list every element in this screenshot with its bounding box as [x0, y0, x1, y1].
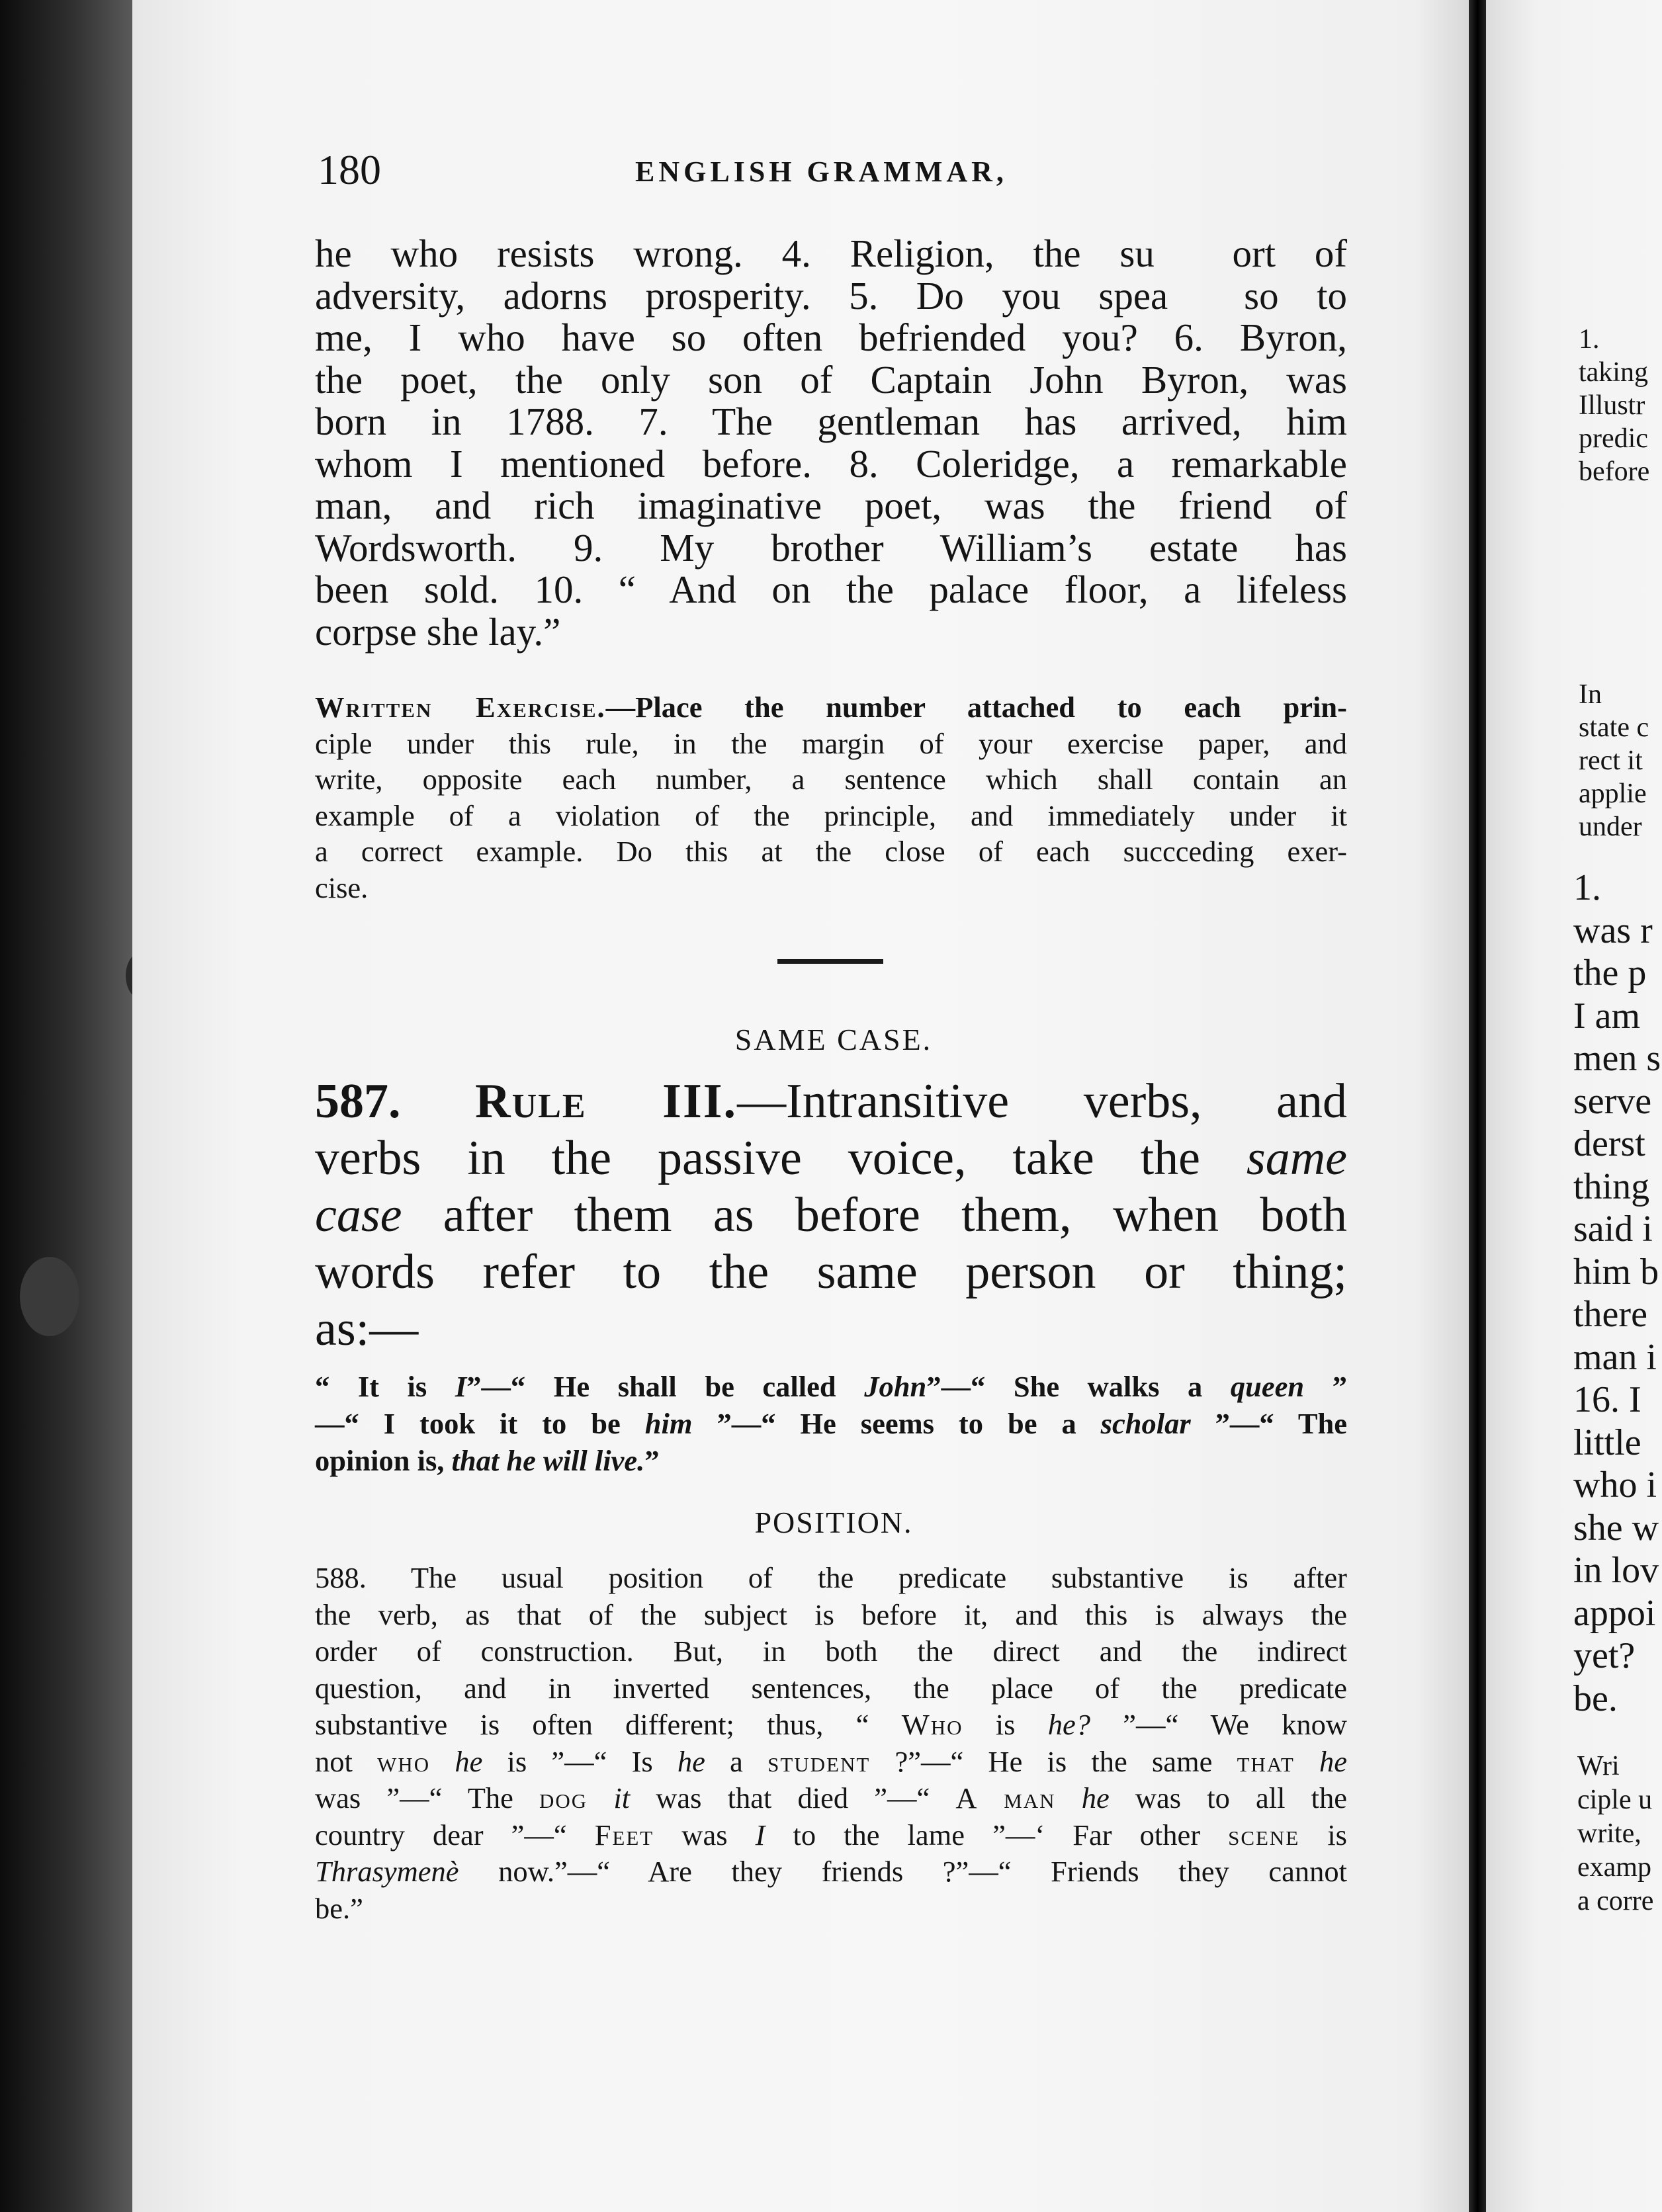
rule-label: Rule III. [475, 1074, 738, 1128]
text-run: not [315, 1744, 378, 1778]
text-run: ”—“ She walks a [926, 1370, 1231, 1403]
section-heading-same-case: SAME CASE. [734, 1023, 933, 1056]
page-gutter [1469, 0, 1486, 2212]
text-line: yet? [1573, 1635, 1636, 1676]
text-run: to the lame ”—‘ Far other [765, 1818, 1229, 1851]
right-page-block [1577, 1750, 1662, 1918]
text-line: little [1573, 1422, 1641, 1463]
section-divider [777, 959, 883, 964]
text-line: ciple under this rule, in the margin of your exercise paper, and [315, 726, 1347, 760]
text-line: under [1579, 812, 1642, 842]
text-line [315, 1853, 1347, 1891]
text-line: I am [1573, 995, 1641, 1037]
text-line [315, 689, 1347, 726]
text-line: thing [1573, 1166, 1650, 1207]
right-page-block [1573, 867, 1662, 1720]
emphasis: he [677, 1744, 705, 1778]
text-run: ”—“ The [1190, 1407, 1347, 1440]
text-run [588, 1781, 613, 1814]
text-line: the poet, the only son of Captain John Byron, was [315, 357, 1347, 402]
text-line: him b [1573, 1251, 1659, 1293]
text-line [315, 1817, 1347, 1854]
text-line [315, 1780, 1347, 1817]
text-line: example of a violation of the principle, and immediately under it [315, 798, 1347, 832]
text-line: state c [1579, 712, 1649, 743]
text-run: ”—“ We know [1090, 1708, 1347, 1741]
text-run: ”—“ He seems to be a [692, 1407, 1101, 1440]
text-line: examp [1577, 1852, 1651, 1883]
small-caps: dog [539, 1781, 588, 1814]
text-run [1295, 1745, 1319, 1778]
emphasis: he [1319, 1744, 1348, 1778]
text-line: as:— [315, 1302, 419, 1356]
text-run: verbs in the passive voice, take the [315, 1131, 1246, 1185]
right-page-block [1579, 323, 1662, 488]
small-caps: Who [901, 1708, 963, 1741]
text-line: Illustr [1579, 390, 1645, 421]
text-run: “ It is [315, 1370, 455, 1403]
emphasis: queen [1230, 1370, 1305, 1403]
text-line: whom I mentioned before. 8. Coleridge, a remarkable [315, 441, 1347, 486]
text-line: adversity, adorns prosperity. 5. Do you spea so to [315, 273, 1347, 318]
book-spine-edge [0, 0, 132, 2212]
text-line: write, opposite each number, a sentence which shall contain an [315, 763, 1347, 796]
text-line: applie [1579, 779, 1647, 809]
text-line: question, and in inverted sentences, the place of the predicate [315, 1671, 1347, 1705]
text-line: cise. [315, 871, 369, 904]
text-line: serve [1573, 1080, 1652, 1122]
text-line: order of construction. But, in both the direct and the indirect [315, 1635, 1347, 1668]
text-line: men s [1573, 1038, 1661, 1079]
text-line [315, 1073, 1347, 1130]
text-line: was r [1573, 910, 1653, 951]
text-line: man i [1573, 1336, 1657, 1378]
text-line: taking [1579, 357, 1648, 388]
emphasis: John [864, 1370, 927, 1403]
small-caps: Feet [594, 1818, 654, 1851]
text-line: the verb, as that of the subject is before it, and this is always the [315, 1597, 1347, 1631]
text-line [315, 1442, 1347, 1479]
text-run: was to all the [1109, 1781, 1347, 1814]
text-run: ?”—“ He is the same [870, 1744, 1237, 1778]
text-run: ”—“ He shall be called [466, 1370, 865, 1403]
rule-number: 587. [315, 1074, 401, 1128]
emphasis: he? [1047, 1708, 1090, 1741]
top-paragraph [315, 233, 1347, 653]
text-run: ” [1304, 1370, 1347, 1403]
text-line [315, 1368, 1347, 1405]
text-line: appoi [1573, 1592, 1656, 1634]
emphasis: he [455, 1744, 483, 1778]
text-run: country dear ”—“ [315, 1818, 595, 1851]
text-line: 16. I [1573, 1379, 1641, 1420]
text-line: 1. [1579, 324, 1600, 355]
text-line: ciple u [1577, 1785, 1653, 1815]
text-line: 588. The usual position of the predicate substantive is after [315, 1561, 1347, 1594]
running-head: ENGLISH GRAMMAR, [635, 155, 1008, 188]
binding-hole [20, 1257, 79, 1336]
text-line [315, 1187, 1347, 1244]
page-header [318, 146, 1343, 198]
written-exercise [315, 689, 1347, 906]
text-line: he who resists wrong. 4. Religion, the su ort of [315, 232, 1347, 275]
written-exercise-label: Written Exercise. [315, 691, 606, 724]
rule-587 [315, 1073, 1347, 1357]
emphasis: him [644, 1407, 693, 1440]
section-heading-position: POSITION. [754, 1506, 913, 1539]
text-run: is [963, 1708, 1048, 1741]
emphasis: scholar [1100, 1407, 1191, 1440]
rule-examples [315, 1368, 1347, 1479]
text-line: born in 1788. 7. The gentleman has arrived, him [315, 400, 1347, 443]
text-run: was ”—“ The [315, 1781, 540, 1814]
small-caps: scene [1228, 1818, 1300, 1851]
text-line: a correct example. Do this at the close of each succceding exer- [315, 835, 1347, 868]
text-run: —“ I took it to be [315, 1407, 645, 1440]
text-run: was [654, 1818, 756, 1851]
emphasis: Thrasymenè [315, 1855, 459, 1888]
text-line: she w [1573, 1507, 1659, 1549]
text-line: derst [1573, 1123, 1645, 1164]
text-line: rect it [1579, 745, 1643, 776]
text-run: is ”—“ Is [482, 1744, 678, 1778]
small-caps: student [767, 1744, 871, 1778]
text-line: the p [1573, 953, 1647, 994]
emphasis: he [1081, 1781, 1110, 1814]
text-line [315, 1744, 1347, 1781]
emphasis: I [455, 1370, 467, 1403]
text-line: be.” [315, 1891, 363, 1925]
text-line: who i [1573, 1465, 1657, 1506]
text-line: been sold. 10. “ And on the palace floor, a lifeless [315, 568, 1347, 611]
text-line: there [1573, 1294, 1647, 1335]
right-page-block [1579, 678, 1662, 843]
text-run [430, 1745, 455, 1778]
emphasis: it [613, 1781, 631, 1814]
text-line: in lov [1573, 1550, 1659, 1591]
text-run: a [705, 1744, 768, 1778]
text-line: be. [1573, 1678, 1618, 1719]
text-line [315, 1405, 1347, 1442]
emphasis: that he will live. [451, 1444, 645, 1477]
text-line: corpse she lay.” [315, 609, 561, 654]
text-run: was that died ”—“ [630, 1781, 956, 1814]
text-line: said i [1573, 1209, 1653, 1250]
text-line: predic [1579, 423, 1648, 454]
text-line: before [1579, 456, 1650, 487]
text-line: In [1579, 679, 1602, 710]
text-run: ” [644, 1444, 660, 1477]
small-caps: who [377, 1744, 431, 1778]
text-line: write, [1577, 1818, 1641, 1849]
paragraph-588 [315, 1560, 1347, 1927]
text-run [1056, 1781, 1082, 1814]
text-line [315, 1707, 1347, 1744]
text-line: man, and rich imaginative poet, was the friend of [315, 484, 1347, 527]
text-run: after them as before them, when both [402, 1188, 1347, 1242]
text-line: a corre [1577, 1886, 1654, 1916]
right-page-fragment [1486, 0, 1662, 2212]
text-run: —Place the number attached to each prin- [605, 691, 1347, 724]
text-line: 1. [1573, 867, 1601, 908]
small-caps: that [1237, 1744, 1295, 1778]
page-number: 180 [318, 146, 381, 193]
text-line: Wordsworth. 9. My brother William’s estate has [315, 525, 1347, 570]
text-run: opinion is, [315, 1444, 452, 1477]
text-line [315, 1130, 1347, 1187]
text-line: words refer to the same person or thing; [315, 1245, 1347, 1299]
emphasis: case [315, 1188, 402, 1242]
emphasis: same [1246, 1131, 1347, 1185]
text-run: is [1299, 1818, 1348, 1851]
small-caps: A man [955, 1781, 1056, 1814]
text-run: substantive is often different; thus, “ [315, 1708, 902, 1741]
text-line: Wri [1577, 1751, 1620, 1781]
text-run: now.”—“ Are they friends ?”—“ Friends they cannot [459, 1855, 1347, 1888]
text-line: me, I who have so often befriended you? 6. Byron, [315, 316, 1347, 359]
text-run: —Intransitive verbs, and [737, 1074, 1347, 1128]
emphasis: I [755, 1818, 765, 1851]
